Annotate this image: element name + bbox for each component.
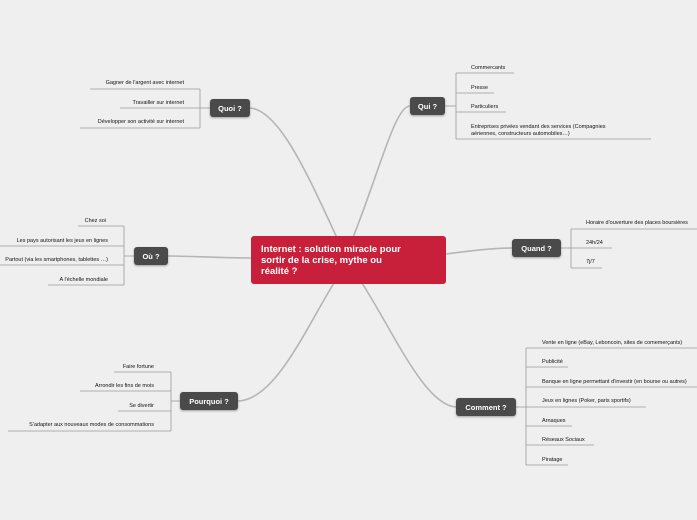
leaf-quoi-1[interactable]: Gagner de l'argent avec internet [105,80,184,86]
connector-ou [168,256,252,258]
leaf-pourquoi-3[interactable]: Se divertir [129,403,154,409]
central-topic-line-2: sortir de la crise, mythe ou [261,255,382,266]
leaf-comment-2[interactable]: Publicité [542,359,563,365]
leaf-ou-1[interactable]: Chez soi [84,218,106,224]
leaf-qui-4-line-1: Entreprises privées vendant des services (Compagnies [471,124,606,130]
leaf-comment-4[interactable]: Jeux en lignes (Poker, paris sportifs) [542,398,631,404]
leaf-quoi-3[interactable]: Développer son activité sur internet [97,119,184,125]
connector-quoi [250,108,338,240]
leaf-ou-3[interactable]: Partout (via les smartphones, tablettes …) [5,257,108,263]
branch-comment[interactable]: Comment ? [456,398,516,416]
connector-quand [446,248,512,254]
branch-pourquoi[interactable]: Pourquoi ? [180,392,238,410]
leaf-quoi-2[interactable]: Travailler sur internet [132,100,184,106]
leaf-qui-4-line-2: aériennes, constructeurs automobiles…) [471,130,570,137]
leaf-qui-4[interactable] [471,124,606,137]
leaf-qui-3[interactable]: Particuliers [471,104,499,110]
leaf-pourquoi-2[interactable]: Arrondir les fins de mois [95,383,154,389]
branch-quand[interactable]: Quand ? [512,239,561,257]
connector-comment [362,283,456,407]
leaf-ou-4[interactable]: A l'échelle mondiale [59,277,108,283]
leaf-pourquoi-4[interactable]: S'adapter aux nouveaux modes de consommations [29,422,154,428]
leaf-ou-2[interactable]: Les pays autorisant les jeux en lignes [16,238,108,244]
leaf-pourquoi-1[interactable]: Faire fortune [122,364,154,370]
central-topic[interactable] [251,236,446,284]
branch-qui[interactable]: Qui ? [410,97,445,115]
leaf-comment-5[interactable]: Arnaques [542,418,566,424]
central-topic-line-3: réalité ? [261,266,298,277]
leaf-quand-3[interactable]: 7j/7 [586,259,595,265]
leaf-qui-2[interactable]: Presse [471,85,489,91]
leaf-comment-3[interactable]: Banque en ligne permettant d'investir (en bourse ou autres) [542,379,687,385]
branch-quoi[interactable]: Quoi ? [210,99,250,117]
leaf-comment-1[interactable]: Vente en ligne (eBay, Leboncoin, sites de comemerçants) [542,340,683,346]
leaf-quand-1[interactable]: Horaire d'ouverture des places boursières [586,220,688,226]
connector-qui [352,106,410,240]
central-topic-line-1: Internet : solution miracle pour [261,244,401,255]
connector-pourquoi [238,283,334,401]
leaf-comment-6[interactable]: Réseaux Sociaux [542,437,585,443]
leaf-qui-1[interactable]: Commercants [471,65,506,71]
leaf-comment-7[interactable]: Piratage [542,457,563,463]
leaf-quand-2[interactable]: 24h/24 [586,240,603,246]
branch-ou[interactable]: Où ? [134,247,168,265]
